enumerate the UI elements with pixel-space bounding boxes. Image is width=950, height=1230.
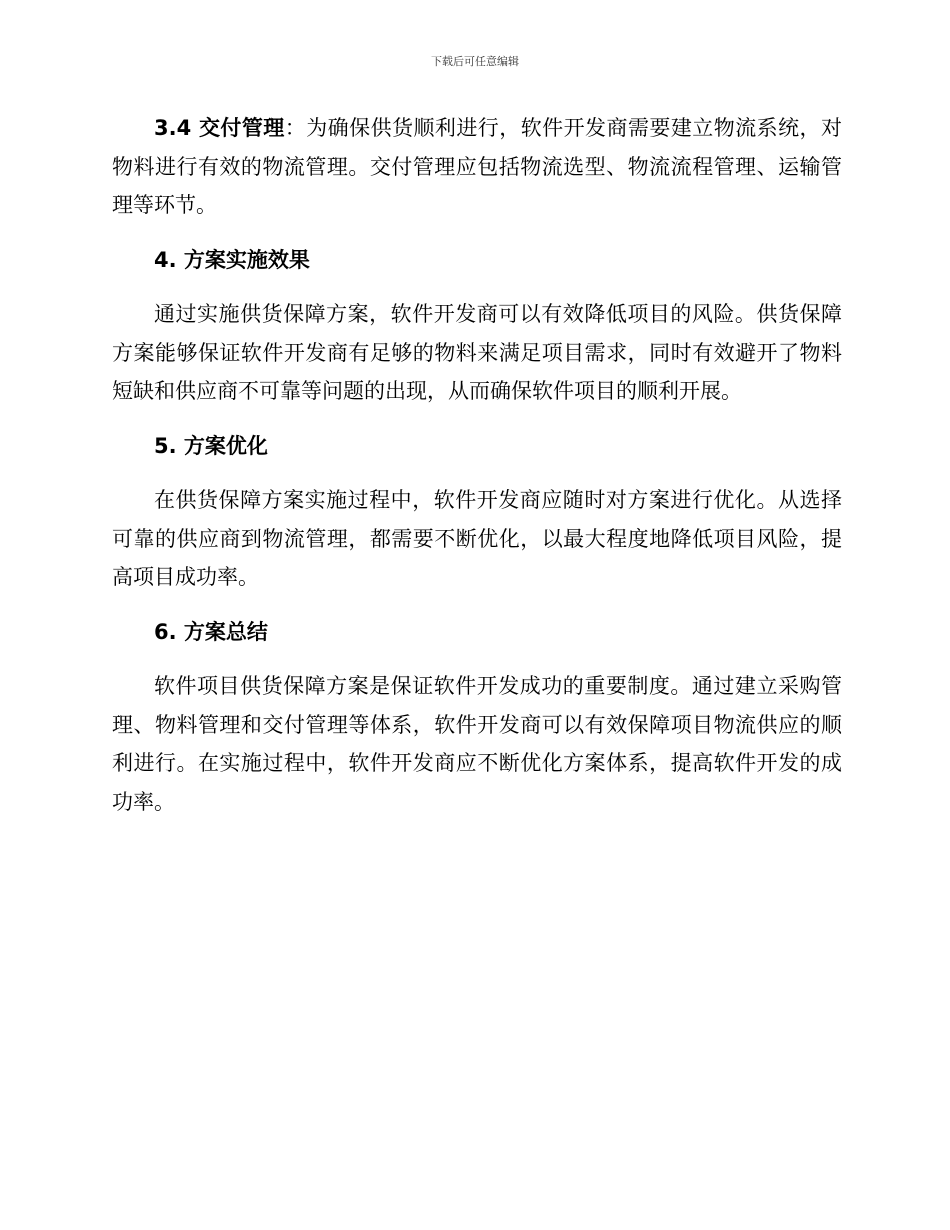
- delivery-paragraph: [112, 109, 842, 225]
- page-header: 下载后可任意编辑: [431, 55, 519, 68]
- document-body: [112, 109, 842, 837]
- optimize-paragraph: 在供货保障方案实施过程中，软件开发商应随时对方案进行优化。从选择可靠的供应商到物流管理，都需要不断优化，以最大程度地降低项目风险，提高项目成功率。: [112, 488, 842, 589]
- section-heading-effect: 4. 方案实施效果: [154, 247, 310, 272]
- summary-paragraph: 软件项目供货保障方案是保证软件开发成功的重要制度。通过建立采购管理、物料管理和交付管理等体系，软件开发商可以有效保障项目物流供应的顺利进行。在实施过程中，软件开发商应不断优化方案体系，提高软件开发的成功率。: [112, 674, 842, 814]
- delivery-lead: 3.4 交付管理: [154, 116, 285, 140]
- section-heading-summary: 6. 方案总结: [154, 619, 268, 644]
- effect-paragraph: 通过实施供货保障方案，软件开发商可以有效降低项目的风险。供货保障方案能够保证软件开发商有足够的物料来满足项目需求，同时有效避开了物料短缺和供应商不可靠等问题的出现，从而确保软件项目的顺利开展。: [112, 302, 842, 403]
- section-heading-optimize: 5. 方案优化: [154, 433, 268, 458]
- delivery-text: ：为确保供货顺利进行，软件开发商需要建立物流系统，对物料进行有效的物流管理。交付管理应包括物流选型、物流流程管理、运输管理等环节。: [112, 116, 843, 217]
